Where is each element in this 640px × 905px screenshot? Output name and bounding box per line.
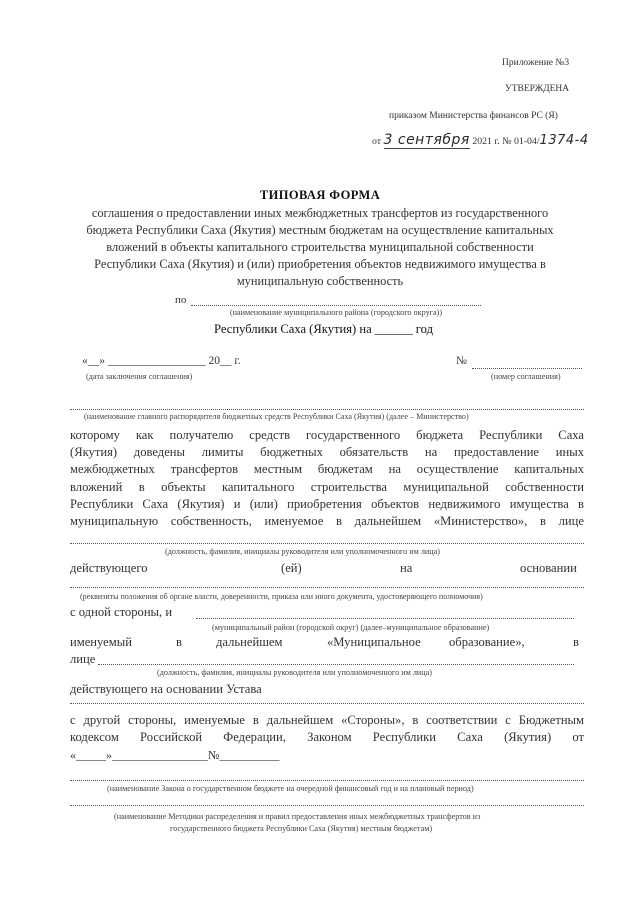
head-fill-line bbox=[98, 664, 574, 665]
p1-line-6: муниципальную собственность, именуемое в дальнейшем «Министерство», в лице bbox=[70, 514, 584, 529]
method-caption-1: (наименование Методики распределения и правил предоставления иных межбюджетных трансфертов из bbox=[114, 812, 481, 821]
ministry-fill-line bbox=[70, 409, 584, 410]
paragraph-recipient bbox=[70, 427, 584, 530]
district-caption: (наименование муниципального района (городского округа)) bbox=[229, 308, 443, 317]
order-date-line bbox=[372, 132, 589, 148]
acting-word-4: основании bbox=[520, 561, 577, 575]
official-fill-line bbox=[70, 543, 584, 544]
date-middle: 2021 г. № 01-04/ bbox=[472, 136, 540, 147]
po-label: по bbox=[175, 294, 187, 306]
acting-word-1: действующего bbox=[70, 561, 148, 575]
law-fill-line bbox=[70, 780, 584, 781]
title-line-4: Республики Саха (Якутия) и (или) приобретения объектов недвижимого имущества в bbox=[94, 257, 546, 271]
appendix-label: Приложение №3 bbox=[502, 58, 570, 68]
official-caption: (должность, фамилия, инициалы руководителя или уполномоченного им лица) bbox=[165, 547, 441, 556]
municipal-caption: (муниципальный район (городской округ) (далее–муниципальное образование) bbox=[212, 623, 490, 632]
p1-line-2: (Якутия) доведены лимиты бюджетных обязательств на предоставление иных bbox=[70, 445, 584, 460]
title-line-3: вложений в объекты капитального строительства муниципальной собственности bbox=[106, 240, 534, 254]
basis-fill-line bbox=[70, 587, 584, 588]
form-title: ТИПОВАЯ ФОРМА bbox=[259, 188, 381, 202]
head-caption: (должность, фамилия, инициалы руководителя или уполномоченного им лица) bbox=[157, 668, 433, 677]
handwritten-number: 1374-4 bbox=[539, 133, 589, 148]
title-line-5: муниципальную собственность bbox=[236, 274, 404, 288]
order-label: приказом Министерства финансов РС (Я) bbox=[389, 111, 558, 121]
agreement-number-label: № bbox=[456, 355, 467, 367]
p2-line-2: кодексом Российской Федерации, Законом Республики Саха (Якутия) от bbox=[70, 730, 584, 745]
method-caption-2: государственного бюджета Республики Саха (Якутия) местным бюджетам) bbox=[170, 824, 433, 833]
law-caption: (наименование Закона о государственном бюджете на очередной финансовый год и на плановый период) bbox=[107, 784, 474, 793]
named-word-5: образование», bbox=[449, 635, 525, 649]
named-word-1: именуемый bbox=[70, 635, 132, 649]
law-date-number-fill: «_____»________________№__________ bbox=[70, 748, 280, 762]
p1-line-1: которому как получателю средств государственного бюджета Республики Саха bbox=[70, 428, 584, 442]
municipal-fill-line bbox=[196, 618, 574, 619]
acting-word-2: (ей) bbox=[281, 561, 302, 575]
district-fill-line bbox=[191, 305, 481, 306]
one-side-label: с одной стороны, и bbox=[70, 605, 173, 619]
p1-line-3: межбюджетных трансфертов местным бюджетам на осуществление капитальных bbox=[70, 462, 584, 477]
acting-word-3: на bbox=[400, 561, 413, 575]
ministry-caption: (наименование главного распорядителя бюджетных средств Республики Саха (Якутия) (далее – Министерство) bbox=[84, 412, 469, 421]
acting-charter: действующего на основании Устава bbox=[70, 682, 262, 696]
handwritten-date: 3 сентября bbox=[383, 132, 470, 148]
paragraph-parties bbox=[70, 712, 584, 746]
agreement-number-caption: (номер соглашения) bbox=[491, 372, 561, 381]
named-word-4: «Муниципальное bbox=[327, 635, 421, 649]
method-fill-line bbox=[70, 805, 584, 806]
named-word-2: в bbox=[176, 635, 182, 649]
agreement-date-fill: «__» _________________ 20__ г. bbox=[82, 355, 241, 367]
p1-line-5: Республики Саха (Якутия) и (или) приобретения объектов недвижимого имущества в bbox=[70, 496, 584, 511]
charter-fill-line bbox=[70, 703, 584, 704]
face-label: лице bbox=[70, 652, 96, 666]
p1-line-4: вложений в объекты капитального строительства муниципальной собственности bbox=[70, 479, 584, 494]
date-prefix: от bbox=[372, 136, 382, 147]
agreement-date-caption: (дата заключения соглашения) bbox=[86, 372, 193, 381]
named-word-6: в bbox=[573, 635, 579, 649]
approved-label: УТВЕРЖДЕНА bbox=[505, 84, 570, 94]
p2-line-1: с другой стороны, именуемые в дальнейшем «Стороны», в соответствии с Бюджетным bbox=[70, 713, 584, 727]
basis-caption: (реквизиты положения об органе власти, доверенности, приказа или иного документа, удостоверяющего полномочия) bbox=[80, 592, 483, 601]
title-line-2: бюджета Республики Саха (Якутия) местным бюджетам на осуществление капитальных bbox=[86, 223, 554, 237]
region-year-line: Республики Саха (Якутия) на ______ год bbox=[214, 322, 433, 336]
agreement-number-line bbox=[472, 368, 582, 369]
title-line-1: соглашения о предоставлении иных межбюджетных трансфертов из государственного bbox=[91, 206, 549, 220]
named-word-3: дальнейшем bbox=[216, 635, 283, 649]
